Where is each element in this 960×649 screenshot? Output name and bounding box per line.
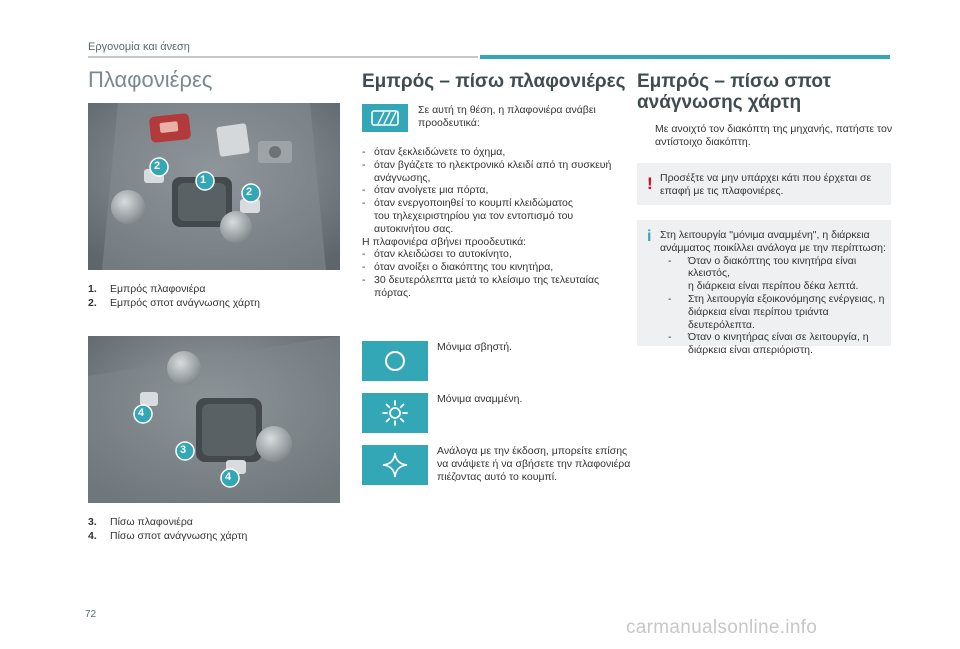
watermark: carmanualsonline.info [626, 617, 818, 638]
info-box [637, 220, 891, 357]
list-item: - Όταν ο κινητήρας είναι σε λειτουργία, η διάρκεια είναι απεριόριστη. [668, 331, 888, 357]
spot-instruction: Με ανοιχτό τον διακόπτη της μηχανής, πατήστε τον αντίστοιχο διακόπτη. [655, 123, 893, 148]
section-title-reading-spots: Εμπρός – πίσω σποτ ανάγνωσης χάρτη [637, 71, 831, 113]
caption-2: 2. Εμπρός σποτ ανάγνωσης χάρτη [88, 297, 260, 309]
lights-off-intro: Η πλαφονιέρα σβήνει προοδευτικά: [362, 235, 527, 248]
page-title: Πλαφονιέρες [88, 67, 213, 92]
badge-rear-spot-right: 4 [225, 471, 232, 483]
door-mode-intro: Σε αυτή τη θέση, η πλαφονιέρα ανάβει προοδευτικά: [418, 104, 596, 129]
info-text: Στη λειτουργία "μόνιμα αναμμένη", η διάρκεια ανάμματος ποικίλλει ανάλογα με την περίπτωση: - Όταν ο διακόπτης του κινητήρα είναι κλειστός, η διάρκεια είναι περίπου δέκα λεπτά. - Στη λειτουργία εξοικονόμησης ενέργειας, η διάρκεια είναι περίπου τριάντα δευτερόλεπτα. - Όταν ο κινητήρας είναι σε λειτουργία, η διάρκεια είναι απεριόριστη. [660, 229, 888, 357]
badge-rear-spot-left: 4 [138, 407, 145, 419]
badge-front-light: 1 [200, 174, 207, 186]
diamond-toggle-icon [381, 451, 409, 479]
sun-on-icon [381, 399, 409, 427]
page-number: 72 [85, 609, 97, 620]
list-item: - όταν κλειδώσει το αυτοκίνητο, [362, 248, 624, 261]
list-item: - όταν ενεργοποιηθεί το κουμπί κλειδώματος του τηλεχειριστηρίου για τον εντοπισμό του αυτοκινήτου σας. [362, 197, 624, 235]
toggle-mode-icon-box [362, 445, 428, 485]
off-mode-text: Μόνιμα σβηστή. [437, 341, 512, 353]
door-mode-icon-box [362, 104, 408, 132]
info-icon: i [647, 228, 652, 245]
door-mode-icon [370, 109, 400, 127]
caption-1: 1. Εμπρός πλαφονιέρα [88, 283, 206, 295]
front-lights-photo [88, 103, 340, 270]
toggle-mode-text: Ανάλογα με την έκδοση, μπορείτε επίσης να ανάψετε ή να σβήσετε την πλαφονιέρα πιέζοντας αυτό το κουμπί. [437, 445, 631, 483]
header-accent-rule [480, 55, 890, 59]
on-mode-text: Μόνιμα αναμμένη. [437, 393, 523, 405]
list-item: - όταν βγάζετε το ηλεκτρονικό κλειδί από τη συσκευή ανάγνωσης, [362, 159, 624, 185]
list-item: - Στη λειτουργία εξοικονόμησης ενέργειας, η διάρκεια είναι περίπου τριάντα δευτερόλεπτα. [668, 293, 888, 331]
badge-front-spot-right: 2 [246, 186, 253, 198]
section-title-front-rear-lights: Εμπρός – πίσω πλαφονιέρες [362, 71, 626, 92]
caption-3: 3. Πίσω πλαφονιέρα [88, 516, 193, 528]
off-mode-icon-box [362, 341, 428, 381]
list-item: - Όταν ο διακόπτης του κινητήρα είναι κλειστός, η διάρκεια είναι περίπου δέκα λεπτά. [668, 255, 888, 293]
warning-box [637, 163, 891, 205]
header-rule [88, 56, 478, 58]
badge-front-spot-left: 2 [154, 160, 161, 172]
list-item: - 30 δευτερόλεπτα μετά το κλείσιμο της τελευταίας πόρτας. [362, 274, 624, 300]
warning-text: Προσέξτε να μην υπάρχει κάτι που έρχεται σε επαφή με τις πλαφονιέρες. [660, 172, 872, 197]
badge-rear-light: 3 [180, 444, 187, 456]
lights-on-list [362, 146, 624, 300]
circle-off-icon [383, 349, 407, 373]
caption-4: 4. Πίσω σποτ ανάγνωσης χάρτη [88, 530, 248, 542]
list-item: - όταν ανοίξει ο διακόπτης του κινητήρα, [362, 261, 624, 274]
list-item: - όταν ξεκλειδώνετε το όχημα, [362, 146, 624, 159]
warning-icon: ! [647, 174, 653, 193]
on-mode-icon-box [362, 393, 428, 433]
running-header: Εργονομία και άνεση [88, 41, 190, 53]
rear-lights-photo [88, 336, 340, 503]
list-item: - όταν ανοίγετε μια πόρτα, [362, 184, 624, 197]
